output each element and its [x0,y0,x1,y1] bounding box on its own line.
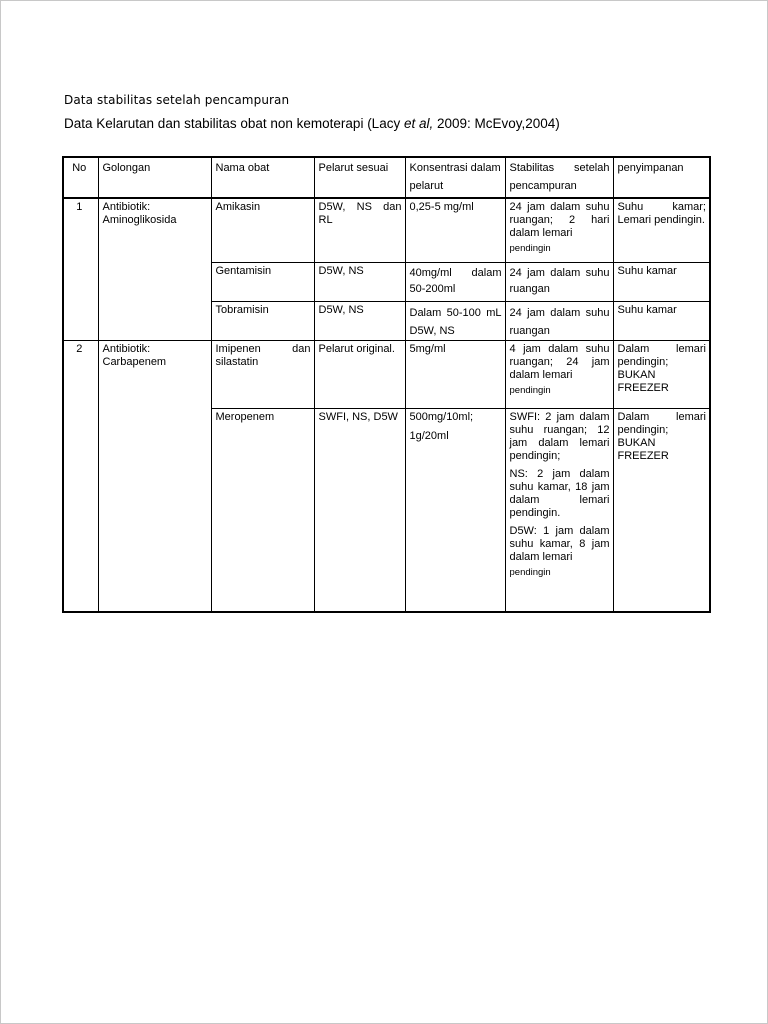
caption-text-before: Data Kelarutan dan stabilitas obat non kemoterapi (Lacy [64,116,404,131]
cell-pelarut: D5W, NS [314,301,405,340]
cell-pelarut [314,198,405,262]
table-row [63,340,710,408]
stabilitas-note-ns: NS: 2 jam dalam suhu kamar, 18 jam dalam lemari pendingin. [509,467,610,519]
cell-konsentrasi [405,408,505,612]
header-stabilitas: Stabilitas setelah pencampuran [505,157,613,198]
konsentrasi-line-2: 1g/20ml [409,429,449,442]
cell-stabilitas [505,340,613,408]
header-nama-obat: Nama obat [211,157,314,198]
header-no: No [63,157,98,198]
cell-nama-obat: Tobramisin [211,301,314,340]
cell-pelarut: SWFI, NS, D5W [314,408,405,612]
table-caption [64,116,560,131]
stabilitas-text: 24 jam dalam suhu ruangan; 2 hari dalam lemari [509,201,610,239]
cell-konsentrasi: 0,25-5 mg/ml [405,198,505,262]
cell-nama-obat: Imipenen dan silastatin [211,340,314,408]
cell-stabilitas [505,198,613,262]
cell-penyimpanan: Suhu kamar; Lemari pendingin. [613,198,710,262]
cell-no: 2 [63,340,98,612]
cell-penyimpanan: Dalam lemari pendingin; BUKAN FREEZER [613,340,710,408]
cell-no: 1 [63,198,98,340]
stability-table [62,156,711,613]
stabilitas-note-d5w [510,525,610,582]
cell-stabilitas [505,408,613,612]
stabilitas-d5w-small: pendingin [509,566,551,578]
konsentrasi-line-1: 500mg/10ml; [409,410,474,423]
caption-text-after: 2009: McEvoy,2004) [433,116,560,131]
cell-konsentrasi: 40mg/ml dalam 50-200ml [405,262,505,301]
stabilitas-note-swfi: SWFI: 2 jam dalam suhu ruangan; 12 jam dalam lemari pendingin; [509,410,610,462]
cell-golongan: Antibiotik: Carbapenem [98,340,211,612]
cell-nama-obat: Gentamisin [211,262,314,301]
caption-text-italic: et al, [403,116,434,131]
header-konsentrasi: Konsentrasi dalam pelarut [405,157,505,198]
pelarut-text: D5W, NS dan RL [318,201,402,226]
table-header-row [63,157,710,198]
cell-konsentrasi: Dalam 50-100 mL D5W, NS [405,301,505,340]
cell-golongan: Antibiotik: Aminoglikosida [98,198,211,340]
stabilitas-small-text: pendingin [509,243,551,254]
cell-pelarut: Pelarut original. [314,340,405,408]
table-row [63,198,710,262]
header-penyimpanan: penyimpanan [613,157,710,198]
cell-penyimpanan: Dalam lemari pendingin; BUKAN FREEZER [613,408,710,612]
cell-penyimpanan: Suhu kamar [613,301,710,340]
header-pelarut: Pelarut sesuai [314,157,405,198]
cell-penyimpanan: Suhu kamar [613,262,710,301]
cell-stabilitas: 24 jam dalam suhu ruangan [505,262,613,301]
page-heading: Data stabilitas setelah pencampuran [64,93,290,107]
stabilitas-d5w-text: D5W: 1 jam dalam suhu kamar, 8 jam dalam lemari [509,524,610,563]
cell-nama-obat: Meropenem [211,408,314,612]
cell-konsentrasi: 5mg/ml [405,340,505,408]
cell-pelarut: D5W, NS [314,262,405,301]
stabilitas-small-text: pendingin [509,384,551,396]
cell-nama-obat: Amikasin [211,198,314,262]
stabilitas-text: 4 jam dalam suhu ruangan; 24 jam dalam lemari [509,342,610,381]
header-golongan: Golongan [98,157,211,198]
cell-stabilitas: 24 jam dalam suhu ruangan [505,301,613,340]
